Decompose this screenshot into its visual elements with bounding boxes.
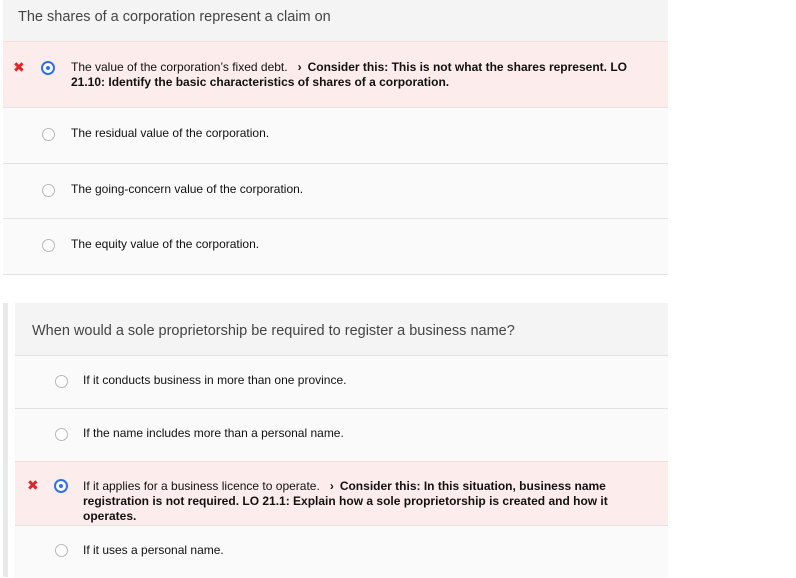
option-label: If it applies for a business licence to operate. bbox=[83, 479, 320, 493]
q2-option-1-text: If it conducts business in more than one province. bbox=[83, 373, 347, 387]
q1-option-3[interactable] bbox=[3, 163, 668, 218]
radio-icon[interactable] bbox=[42, 128, 55, 141]
incorrect-icon: ✖ bbox=[13, 59, 25, 75]
q2-option-2-text: If the name includes more than a personal name. bbox=[83, 426, 344, 440]
q1-option-3-text: The going-concern value of the corporation. bbox=[71, 182, 304, 196]
option-label: The value of the corporation’s fixed debt. bbox=[71, 60, 288, 74]
q2-option-4-text: If it uses a personal name. bbox=[83, 543, 224, 557]
radio-icon[interactable] bbox=[55, 544, 68, 557]
q1-option-1-text bbox=[71, 60, 661, 90]
radio-icon[interactable] bbox=[42, 184, 55, 197]
question-2-side-bar bbox=[3, 303, 8, 577]
q1-option-2[interactable] bbox=[3, 107, 668, 163]
question-1 bbox=[3, 0, 668, 275]
question-1-title: The shares of a corporation represent a claim on bbox=[3, 0, 668, 41]
radio-selected-icon[interactable] bbox=[41, 61, 55, 75]
q1-option-4-text: The equity value of the corporation. bbox=[71, 237, 260, 251]
q2-option-4[interactable] bbox=[15, 525, 668, 578]
incorrect-icon: ✖ bbox=[27, 477, 39, 493]
q2-option-2[interactable] bbox=[15, 408, 668, 461]
radio-icon[interactable] bbox=[55, 428, 68, 441]
radio-icon[interactable] bbox=[42, 239, 55, 252]
q1-option-2-text: The residual value of the corporation. bbox=[71, 126, 270, 140]
question-2-body bbox=[15, 303, 668, 578]
radio-selected-icon[interactable] bbox=[54, 479, 68, 493]
feedback-text: Consider this: In this situation, business name registration is not required. LO 21.1: Explain how a sole proprietorship is created and how it operates. bbox=[83, 479, 608, 523]
feedback-text: Consider this: This is not what the shares represent. LO 21.10: Identify the basic characteristics of shares of a corporation. bbox=[71, 60, 627, 89]
question-2 bbox=[3, 303, 668, 577]
chevron-right-icon: › bbox=[297, 60, 302, 74]
divider bbox=[3, 274, 668, 275]
q2-option-3-text bbox=[83, 479, 663, 524]
q1-option-4[interactable] bbox=[3, 218, 668, 274]
radio-icon[interactable] bbox=[55, 375, 68, 388]
q2-option-3[interactable] bbox=[15, 461, 668, 525]
q2-option-1[interactable] bbox=[15, 355, 668, 408]
chevron-right-icon: › bbox=[329, 479, 334, 493]
q1-option-1[interactable] bbox=[3, 41, 668, 107]
question-2-title: When would a sole proprietorship be required to register a business name? bbox=[15, 303, 668, 355]
